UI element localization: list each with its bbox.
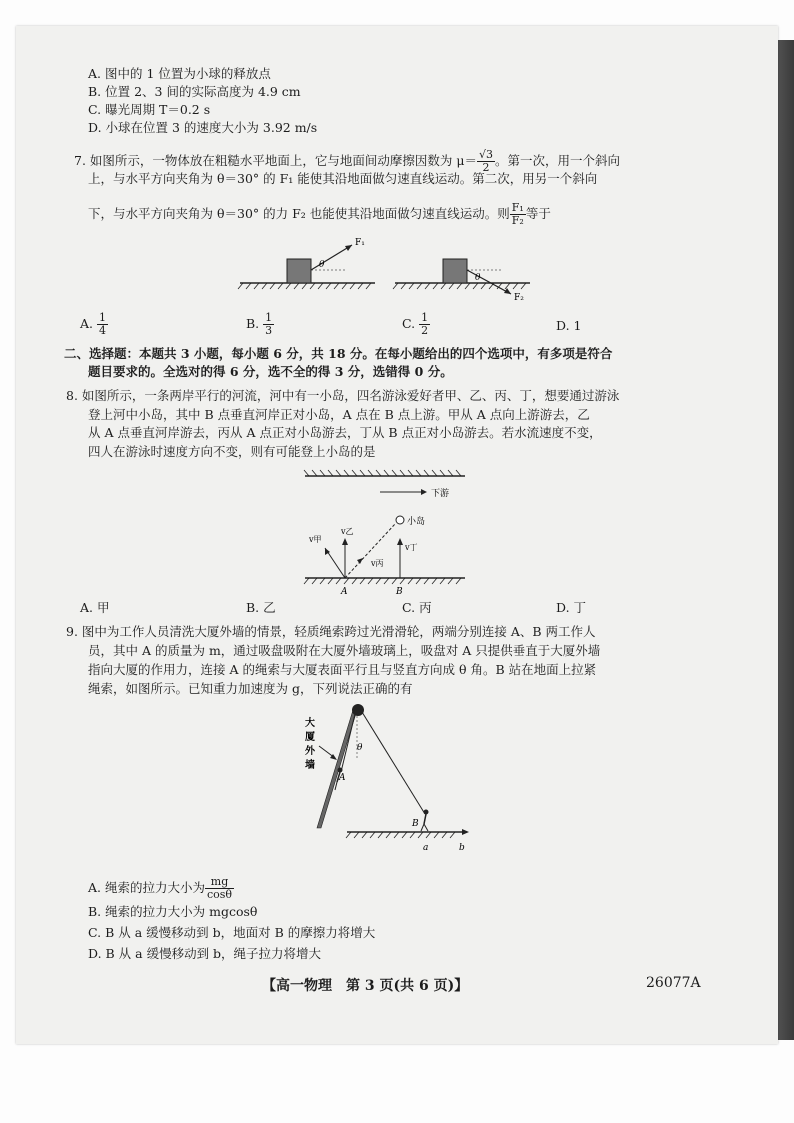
- q6-option-a[interactable]: A. 图中的 1 位置为小球的释放点: [88, 66, 271, 81]
- q9-option-b[interactable]: B. 绳索的拉力大小为 mgcosθ: [88, 904, 258, 919]
- worker-b: [421, 810, 429, 832]
- label-v-jia: v甲: [309, 535, 322, 544]
- building-wall: [317, 710, 357, 828]
- label-theta: θ: [357, 743, 363, 753]
- label-theta-1: θ: [319, 260, 325, 270]
- q9-building-figure: [295, 698, 475, 868]
- tension-fraction: $\frac{mg}{\cos\theta}$: [206, 875, 233, 901]
- island: [396, 516, 404, 524]
- q9-stem-line3: 指向大厦的作用力，连接 A 的绳索与大厦表面平行且与竖直方向成 θ 角。B 站在地面上拉紧: [88, 662, 597, 677]
- section2-line2: 题目要求的。全选对的得 6 分，选不全的得 3 分，选错得 0 分。: [88, 364, 453, 379]
- q8-stem-line4: 四人在游泳时速度方向不变，则有可能登上小岛的是: [88, 444, 376, 459]
- label-wall-4: 墙: [305, 760, 315, 771]
- label-wall-3: 外: [305, 746, 315, 757]
- q7-stem-line1: 7. 如图所示，一物体放在粗糙水平地面上，它与地面间动摩擦因数为 μ＝ $\frac{√3}{2}$ 。第一次，用一个斜向: [74, 148, 621, 174]
- q8-river-figure: [295, 468, 475, 598]
- q9-stem-line4: 绳索，如图所示。已知重力加速度为 g，下列说法正确的有: [88, 681, 413, 696]
- label-point-b: B: [396, 587, 403, 597]
- label-v-bing: v丙: [371, 559, 384, 568]
- q8-stem-line1: 8. 如图所示，一条两岸平行的河流，河中有一小岛，四名游泳爱好者甲、乙、丙、丁，想要通过游泳: [66, 388, 620, 403]
- label-point-a: a: [423, 843, 429, 853]
- label-v-yi: v乙: [341, 527, 354, 536]
- q7-option-b[interactable]: B. $\frac{1}{3}$: [246, 311, 273, 337]
- q9-stem-line1: 9. 图中为工作人员清洗大厦外墙的情景，轻质绳索跨过光滑滑轮，两端分别连接 A、B 两工作人: [66, 624, 596, 639]
- block-2: [443, 259, 467, 283]
- q6-option-c[interactable]: C. 曝光周期 T＝0.2 s: [88, 102, 211, 117]
- pulley: [352, 704, 364, 716]
- force-ratio-fraction: $\frac{\text{F₁}}{\text{F₂}}$: [511, 201, 524, 227]
- q9-option-c[interactable]: C. B 从 a 缓慢移动到 b，地面对 B 的摩擦力将增大: [88, 925, 376, 940]
- force-f1-arrow: [311, 245, 352, 270]
- page-code: 26077A: [646, 975, 701, 991]
- q7-option-a[interactable]: A. $\frac{1}{4}$: [80, 311, 106, 337]
- q6-option-b[interactable]: B. 位置 2、3 间的实际高度为 4.9 cm: [88, 84, 301, 99]
- page-footer-title: 【高一物理 第 3 页(共 6 页)】: [262, 978, 469, 994]
- q9-option-a[interactable]: A. 绳索的拉力大小为 $\frac{mg}{\cos\theta}$: [88, 875, 233, 901]
- label-downstream: 下游: [431, 489, 450, 499]
- label-v-ding: v丁: [405, 543, 418, 552]
- label-wall-1: 大: [305, 718, 315, 729]
- label-theta-2: θ: [475, 273, 481, 283]
- mu-fraction: $\frac{√3}{2}$: [479, 148, 494, 174]
- label-island: 小岛: [407, 517, 426, 527]
- rope-to-b: [362, 712, 425, 814]
- q8-option-c[interactable]: C. 丙: [402, 600, 432, 615]
- q7-option-c[interactable]: C. $\frac{1}{2}$: [402, 311, 429, 337]
- label-point-b: b: [459, 843, 465, 853]
- block-1: [287, 259, 311, 283]
- q7-option-d[interactable]: D. 1: [556, 318, 582, 333]
- label-worker-a: A: [339, 773, 346, 783]
- q6-option-d[interactable]: D. 小球在位置 3 的速度大小为 3.92 m/s: [88, 120, 318, 135]
- q8-option-d[interactable]: D. 丁: [556, 600, 587, 615]
- label-worker-b: B: [412, 819, 419, 829]
- q8-stem-line3: 从 A 点垂直河岸游去，丙从 A 点正对小岛游去，丁从 B 点正对小岛游去。若水流速度不变，: [88, 425, 602, 440]
- q8-stem-line2: 登上河中小岛，其中 B 点垂直河岸正对小岛，A 点在 B 点上游。甲从 A 点向上游游去，乙: [88, 407, 590, 422]
- force-f2-arrow: [467, 270, 511, 294]
- section2-line1: 二、选择题：本题共 3 小题，每小题 6 分，共 18 分。在每小题给出的四个选项中，有多项是符合: [64, 346, 613, 361]
- q7-stem-line3: 下，与水平方向夹角为 θ＝30° 的力 F₂ 也能使其沿地面做匀速直线运动。则 $\frac{\text{F₁}}{\text{F₂}}$ 等于: [88, 201, 551, 227]
- q7-stem-line2: 上，与水平方向夹角为 θ＝30° 的 F₁ 能使其沿地面做匀速直线运动。第二次，用另一个斜向: [88, 171, 598, 186]
- q8-option-b[interactable]: B. 乙: [246, 600, 276, 615]
- q9-option-d[interactable]: D. B 从 a 缓慢移动到 b，绳子拉力将增大: [88, 946, 322, 961]
- label-f2: F₂: [514, 293, 524, 303]
- label-f1: F₁: [355, 238, 365, 248]
- q8-option-a[interactable]: A. 甲: [80, 600, 110, 615]
- q9-stem-line2: 员，其中 A 的质量为 m，通过吸盘吸附在大厦外墙玻璃上，吸盘对 A 只提供垂直于大厦外墙: [88, 643, 601, 658]
- label-point-a: A: [341, 587, 348, 597]
- label-wall-2: 厦: [305, 732, 315, 743]
- q7-figure: [235, 228, 545, 304]
